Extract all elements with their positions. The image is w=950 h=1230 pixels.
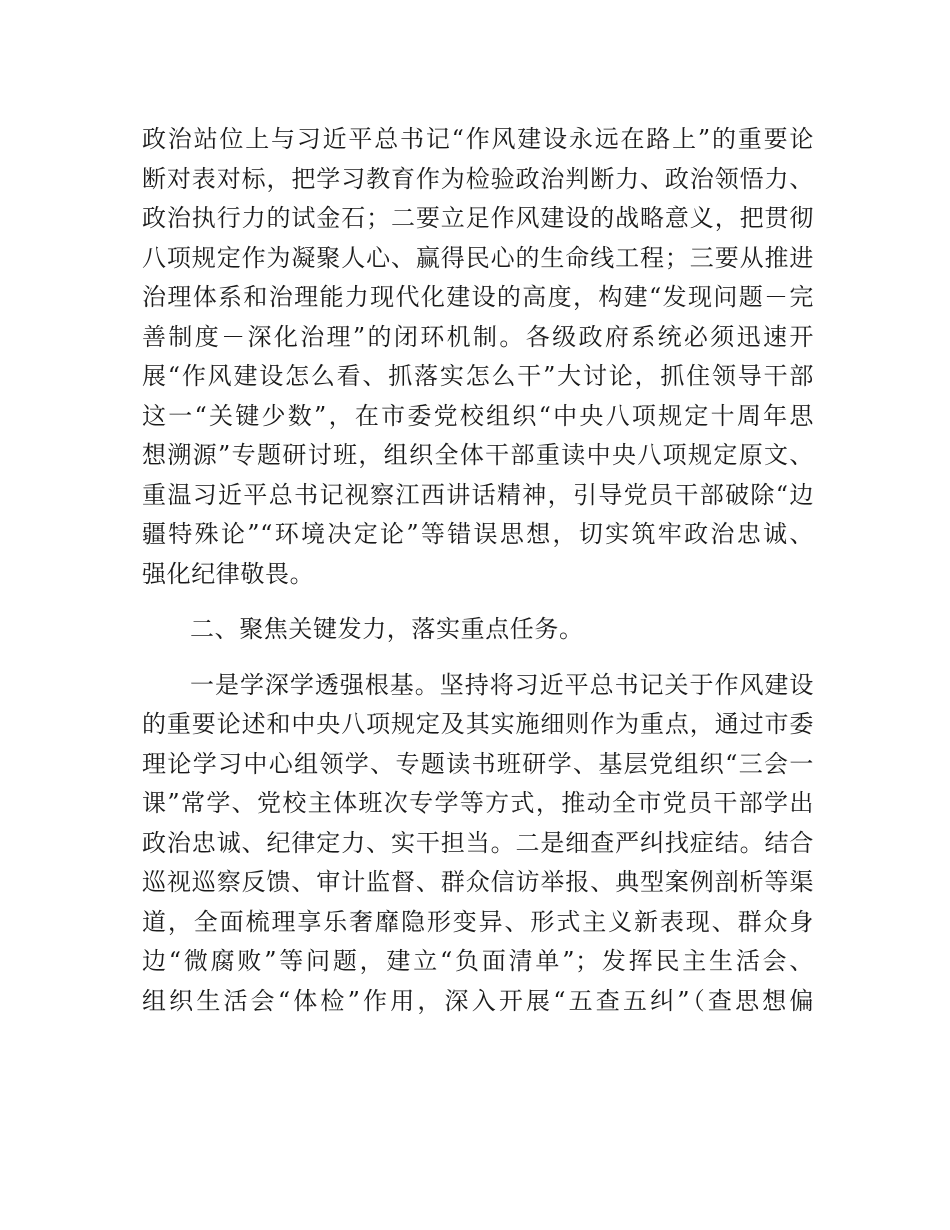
paragraph-2 <box>142 666 814 1022</box>
paragraph-line: 政治站位上与习近平总书记“作风建设永远在路上”的重要论 <box>142 125 814 153</box>
paragraph-line: 疆特殊论”“环境决定论”等错误思想，切实筑牢政治忠诚、 <box>142 520 814 548</box>
paragraph-line: 想溯源”专题研讨班，组织全体干部重读中央八项规定原文、 <box>142 441 814 469</box>
paragraph-gap <box>142 594 814 610</box>
paragraph-line: 一是学深学透强根基。坚持将习近平总书记关于作风建设 <box>190 670 814 699</box>
paragraph-line: 这一“关键少数”，在市委党校组织“中央八项规定十周年思 <box>142 401 814 430</box>
paragraph-line: 巡视巡察反馈、审计监督、群众信访举报、典型案例剖析等渠 <box>142 868 814 896</box>
paragraph-gap <box>142 650 814 666</box>
paragraph-1 <box>142 120 814 594</box>
paragraph-line: 边“微腐败”等问题，建立“负面清单”；发挥民主生活会、 <box>142 947 814 975</box>
paragraph-line: 善制度－深化治理”的闭环机制。各级政府系统必须迅速开 <box>142 322 814 351</box>
paragraph-line: 的重要论述和中央八项规定及其实施细则作为重点，通过市委 <box>142 710 814 738</box>
paragraph-line: 展“作风建设怎么看、抓落实怎么干”大讨论，抓住领导干部 <box>142 362 814 390</box>
paragraph-line: 强化纪律敬畏。 <box>142 559 315 588</box>
paragraph-line: 治理体系和治理能力现代化建设的高度，构建“发现问题－完 <box>142 283 814 311</box>
paragraph-line: 断对表对标，把学习教育作为检验政治判断力、政治领悟力、 <box>142 164 814 193</box>
paragraph-line: 组织生活会“体检”作用，深入开展“五查五纠”（查思想偏 <box>142 986 814 1015</box>
document-body <box>142 120 814 1021</box>
section-heading: 二、聚焦关键发力，落实重点任务。 <box>190 615 584 643</box>
paragraph-line: 政治忠诚、纪律定力、实干担当。二是细查严纠找症结。结合 <box>142 828 814 857</box>
paragraph-line: 政治执行力的试金石；二要立足作风建设的战略意义，把贯彻 <box>142 204 814 232</box>
paragraph-line: 理论学习中心组领学、专题读书班研学、基层党组织“三会一 <box>142 749 814 778</box>
paragraph-line: 八项规定作为凝聚人心、赢得民心的生命线工程；三要从推进 <box>142 243 814 272</box>
paragraph-line: 道，全面梳理享乐奢靡隐形变异、形式主义新表现、群众身 <box>142 907 814 936</box>
paragraph-line: 重温习近平总书记视察江西讲话精神，引导党员干部破除“边 <box>142 480 814 509</box>
paragraph-line: 课”常学、党校主体班次专学等方式，推动全市党员干部学出 <box>142 789 814 817</box>
